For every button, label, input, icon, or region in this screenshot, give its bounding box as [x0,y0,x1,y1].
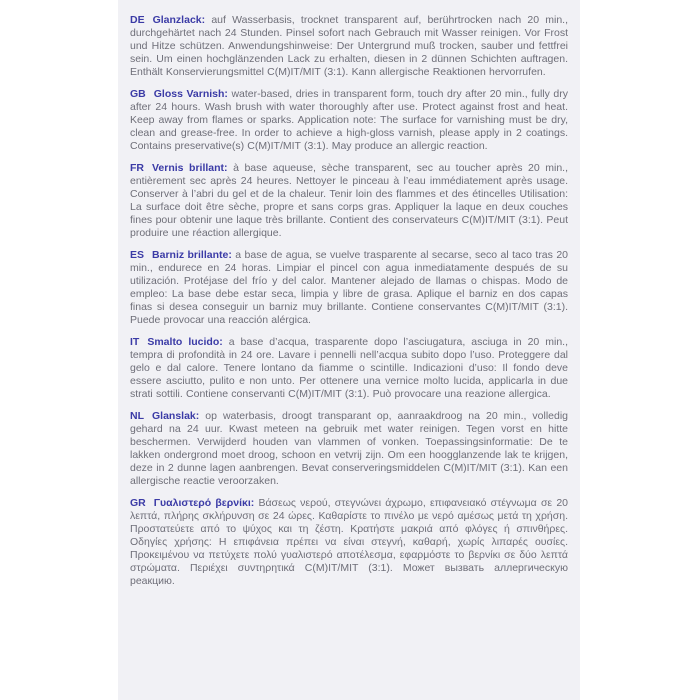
language-code: FR [130,162,144,174]
section-paragraph [130,14,568,79]
section-es [130,249,568,327]
section-paragraph [130,410,568,488]
section-text: a base de agua, se vuelve trasparente al secarse, seco al taco tras 20 min., endurece en 24 horas. Limpiar el pincel con agua inmediatamente después de su utilización. Protéjase del frío y del calor. Mantener alejado de llamas o chispas. Modo de empleo: La base debe estar seca, limpia y libre de grasa. Aplique el barniz en dos capas finas si desea conseguir un barniz muy brillante. Contiene conservantes C(M)IT/MIT (3:1). Puede provocar una reacción alérgica. [130,249,568,326]
product-name: Glanslak: [152,410,200,422]
language-code: IT [130,336,140,348]
section-nl [130,410,568,488]
language-code: ES [130,249,145,261]
section-text: à base aqueuse, sèche transparent, sec au toucher après 20 min., entièrement sec après 24 heures. Nettoyer le pinceau à l’eau immédiatement après usage. Conserver à l’abri du gel et de la chaleur. Tenir loin des flammes et des étincelles Utilisation: La surface doit être sèche, propre et sans corps gras. Appliquer la laque en deux couches fines pour obtenir une laque très brillante. Contient des conservateurs C(M)IT/MIT (3:1). Peut produire une réaction allergique. [130,162,568,239]
section-paragraph [130,249,568,327]
section-paragraph [130,336,568,401]
section-text: Βάσεως νερού, στεγνώνει άχρωμο, επιφανειακό στέγνωμα σε 20 λεπτά, πλήρης σκλήρυνση σε 24 ώρες. Καθαρίστε το πινέλο με νερό αμέσως μετά τη χρήση. Προστατεύετε από το ψύχος και τη ζέστη. Κρατήστε μακριά από φλόγες ή σπινθήρες. Οδηγίες χρήσης: Η επιφάνεια πρέπει να είναι στεγνή, καθαρή, χωρίς λιπαρές ουσίες. Προκειμένου να πετύχετε πολύ γυαλιστερό αποτέλεσμα, εφαρμόστε το βερνίκι σε δύο λεπτά στρώματα. Περιέχει συντηρητικά C(M)IT/MIT (3:1). Может вызвать аллергическую реакцию. [130,497,568,587]
section-it [130,336,568,401]
language-code: DE [130,14,145,26]
section-gb [130,88,568,153]
section-text: water-based, dries in transparent form, touch dry after 20 min., fully dry after 24 hours. Wash brush with water thoroughly after use. Protect against frost and heat. Keep away from flames or sparks. Application note: The surface for varnishing must be dry, clean and grease-free. In order to achieve a high-gloss varnish, please apply in 2 coatings. Contains preservative(s) C(M)IT/MIT (3:1). May produce an allergic reaction. [130,88,569,152]
section-paragraph [130,497,568,588]
product-name: Vernis brillant: [152,162,228,174]
section-de [130,14,568,79]
section-text: auf Wasserbasis, trocknet transparent auf, berührtrocken nach 20 min., durchgehärtet nach 24 Stunden. Pinsel sofort nach Gebrauch mit Wasser reinigen. Vor Frost und Hitze schützen. Anwendungshinweise: Der Untergrund muß trocken, sauber und fettfrei sein. Um einen hochglänzenden Lack zu erhalten, diesen in 2 dünnen Schichten auftragen. Enthält Konservierungsmittel C(M)IT/MIT (3:1). Kann allergische Reaktionen hervorrufen. [130,14,568,78]
language-code: GR [130,497,146,509]
product-name: Glanzlack: [152,14,206,26]
section-fr [130,162,568,240]
product-label-sheet [118,0,580,700]
section-gr [130,497,568,588]
section-text: op waterbasis, droogt transparant op, aanraakdroog na 20 min., volledig gehard na 24 uur. Kwast meteen na gebruik met water reinigen. Tegen vorst en hitte beschermen. Verwijderd houden van vlammen of vonken. Toepassingsinformatie: De te lakken ondergrond moet droog, schoon en vetvrij zijn. Om een hoogglanzende lak te krijgen, deze in 2 dunne lagen aanbrengen. Bevat conserveringsmiddelen C(M)IT/MIT (3:1). Kan een allergische reactie veroorzaken. [130,410,568,487]
section-text: a base d’acqua, trasparente dopo l’asciugatura, asciuga in 20 min., tempra di profondità in 24 ore. Lavare i pennelli nell’acqua subito dopo l’uso. Proteggere dal gelo e dal calore. Tenere lontano da fiamme o scintille. Indicazioni d’uso: Il fondo deve essere asciutto, pulito e non unto. Per ottenere una vernice molto lucida, applicarla in due strati sottili. Contiene conservanti C(M)IT/MIT (3:1). Può provocare una reazione allergica. [130,336,568,400]
language-code: NL [130,410,144,422]
product-name: Gloss Varnish: [153,88,228,100]
product-name: Smalto lucido: [147,336,223,348]
language-code: GB [130,88,146,100]
product-name: Barniz brillante: [152,249,232,261]
section-paragraph [130,162,568,240]
section-paragraph [130,88,568,153]
product-name: Γυαλιστερό βερνίκι: [153,497,255,509]
